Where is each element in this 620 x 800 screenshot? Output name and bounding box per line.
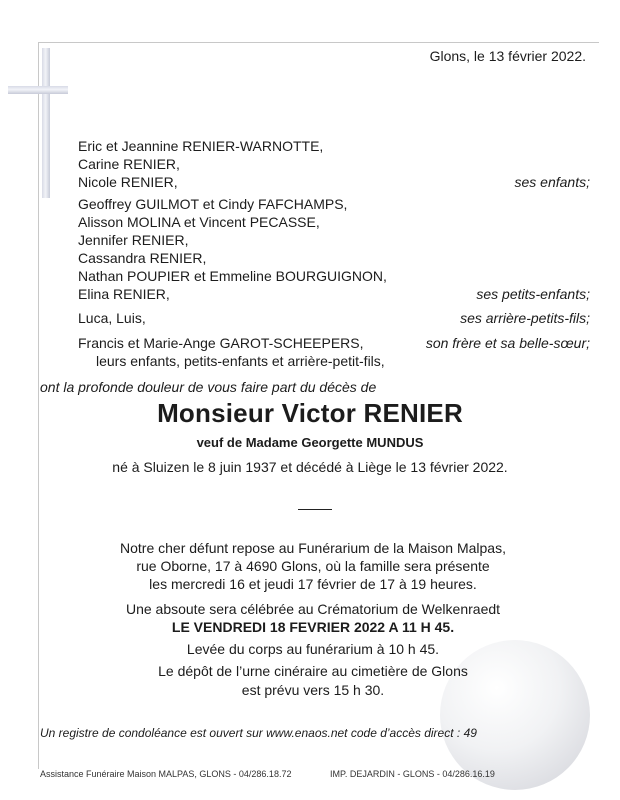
- family-name: Luca, Luis,: [78, 310, 146, 326]
- family-relation: son frère et sa belle-sœur;: [425, 335, 590, 351]
- condolence-registry: Un registre de condoléance est ouvert sur www.enaos.net code d’accès direct : 49: [40, 726, 477, 740]
- family-name: Nathan POUPIER et Emmeline BOURGUIGNON,: [78, 268, 387, 284]
- family-row: [78, 249, 590, 267]
- family-relation: ses arrière-petits-fils;: [460, 310, 590, 326]
- family-row: [78, 309, 590, 327]
- separator-line: [298, 509, 332, 510]
- family-name: Francis et Marie-Ange GAROT-SCHEEPERS,: [78, 335, 364, 351]
- detail-line: rue Oborne, 17 à 4690 Glons, où la famille sera présente: [136, 558, 490, 574]
- family-name: Carine RENIER,: [78, 156, 180, 172]
- family-row: [78, 231, 590, 249]
- family-row: [78, 267, 590, 285]
- date-line: Glons, le 13 février 2022.: [429, 48, 586, 64]
- birth-death-line: né à Sluizen le 8 juin 1937 et décédé à Liège le 13 février 2022.: [112, 459, 508, 475]
- family-name: Elina RENIER,: [78, 286, 170, 302]
- widower-of: veuf de Madame Georgette MUNDUS: [196, 435, 424, 450]
- detail-line: Une absoute sera célébrée au Crématorium de Welkenraedt: [125, 601, 501, 617]
- family-row: [78, 173, 590, 191]
- family-row: [78, 285, 590, 303]
- detail-line: les mercredi 16 et jeudi 17 février de 17 à 19 heures.: [149, 576, 477, 592]
- announcement-intro: ont la profonde douleur de vous faire part du décès de: [40, 379, 377, 395]
- family-name: leurs enfants, petits-enfants et arrière-petit-fils,: [96, 353, 385, 369]
- family-row: [78, 334, 590, 352]
- footer-printer: IMP. DEJARDIN - GLONS - 04/286.16.19: [330, 769, 495, 779]
- family-name: Eric et Jeannine RENIER-WARNOTTE,: [78, 138, 324, 154]
- family-row: [78, 352, 590, 370]
- family-row: [78, 155, 590, 173]
- family-name: Jennifer RENIER,: [78, 232, 189, 248]
- cross-icon: [8, 48, 68, 198]
- family-row: [78, 137, 590, 155]
- detail-line: Levée du corps au funérarium à 10 h 45.: [186, 641, 440, 657]
- detail-line: LE VENDREDI 18 FEVRIER 2022 A 11 H 45.: [171, 619, 455, 635]
- family-row: [78, 213, 590, 231]
- family-name: Nicole RENIER,: [78, 174, 178, 190]
- detail-line: Notre cher défunt repose au Funérarium de la Maison Malpas,: [120, 540, 506, 556]
- family-relation: ses enfants;: [514, 174, 590, 190]
- family-row: [78, 195, 590, 213]
- detail-line: est prévu vers 15 h 30.: [241, 682, 385, 698]
- footer-funeral-home: Assistance Funéraire Maison MALPAS, GLONS - 04/286.18.72: [40, 769, 292, 779]
- family-relation: ses petits-enfants;: [476, 286, 590, 302]
- family-name: Cassandra RENIER,: [78, 250, 207, 266]
- family-name: Geoffrey GUILMOT et Cindy FAFCHAMPS,: [78, 196, 348, 212]
- deceased-name: Monsieur Victor RENIER: [157, 398, 463, 428]
- family-name: Alisson MOLINA et Vincent PECASSE,: [78, 214, 320, 230]
- detail-line: Le dépôt de l’urne cinéraire au cimetière de Glons: [158, 663, 468, 679]
